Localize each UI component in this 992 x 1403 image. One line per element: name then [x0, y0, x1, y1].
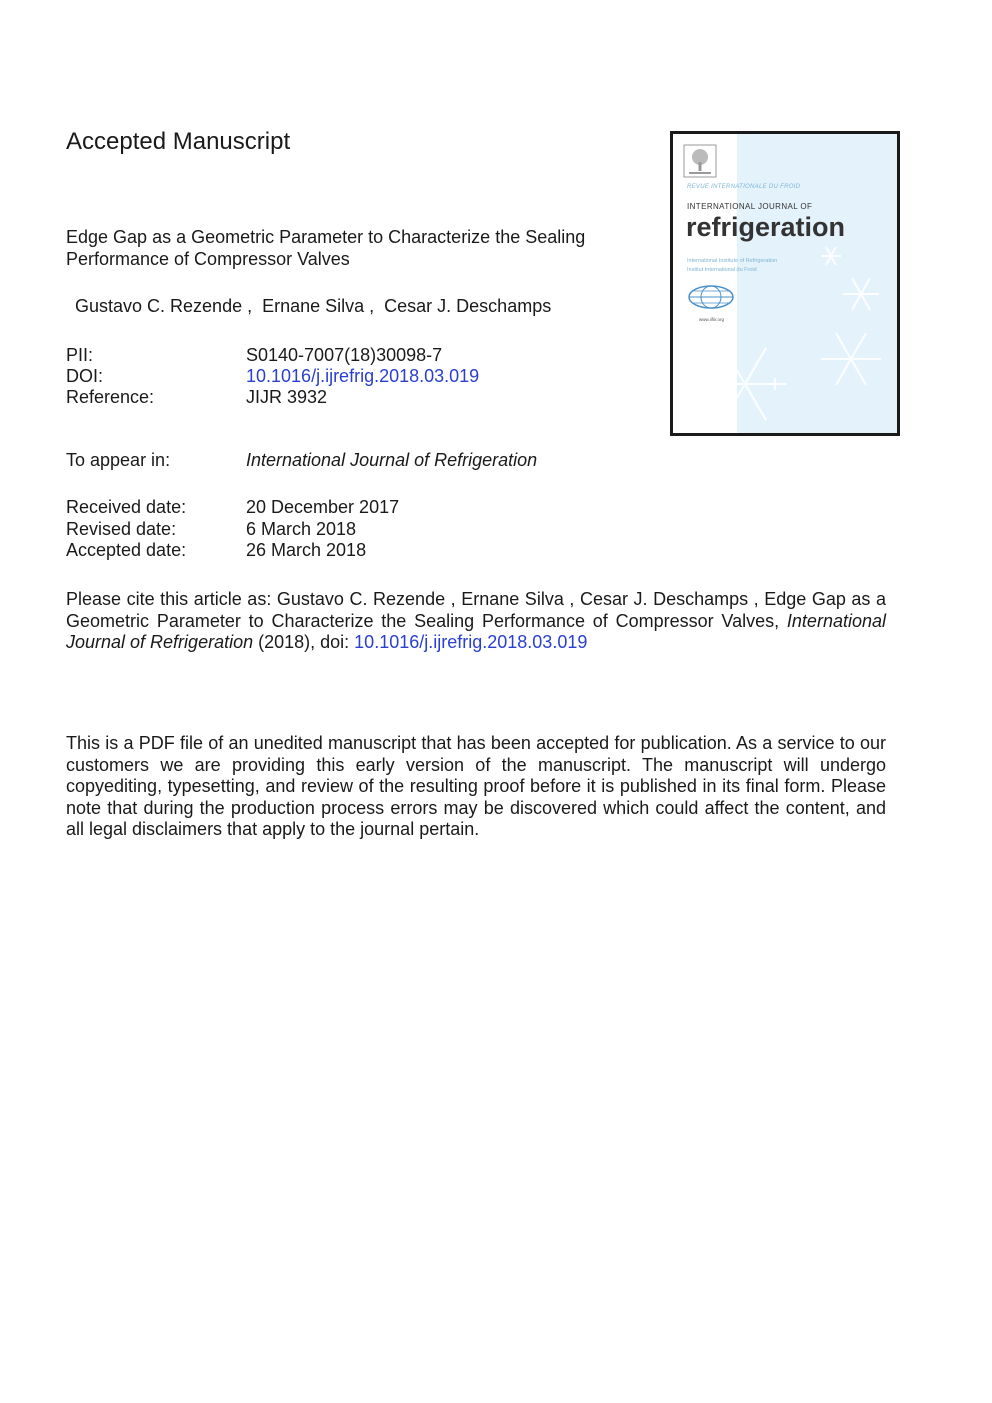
- revised-date: 6 March 2018: [246, 519, 357, 539]
- iif-logo: [687, 284, 735, 322]
- elsevier-tree-icon: [683, 144, 717, 178]
- revised-label: Revised date:: [66, 519, 177, 539]
- disclaimer-paragraph: This is a PDF file of an unedited manuscript that has been accepted for publication. As a service to our customers we are providing this early version of the manuscript. The manuscript will undergo copyediting, typesetting, and review of the resulting proof before it is published in its final form. Please note that during the production process errors may be discovered which could affect the content, and all legal disclaimers that apply to the journal pertain.: [66, 733, 886, 839]
- citation-paragraph: [66, 589, 886, 654]
- doi-label: DOI:: [66, 366, 104, 386]
- cover-journal-name: refrigeration: [686, 212, 846, 242]
- citation-doi-link[interactable]: 10.1016/j.ijrefrig.2018.03.019: [354, 632, 588, 652]
- pii-label: PII:: [66, 345, 94, 365]
- journal-cover-image: [670, 131, 900, 436]
- cover-site: www.iifiir.org: [699, 317, 725, 322]
- accepted-date: 26 March 2018: [246, 540, 367, 560]
- received-label: Received date:: [66, 497, 187, 517]
- cover-inst-fr: Institut International du Froid: [687, 267, 757, 273]
- cover-inst-en: International Institute of Refrigeration: [687, 258, 778, 264]
- globe-icon: [687, 284, 735, 312]
- accepted-label: Accepted date:: [66, 540, 187, 560]
- page-heading: Accepted Manuscript: [66, 128, 291, 155]
- received-date: 20 December 2017: [246, 497, 400, 517]
- reference-value: JIJR 3932: [246, 387, 328, 407]
- reference-label: Reference:: [66, 387, 155, 407]
- pii-value: S0140-7007(18)30098-7: [246, 345, 443, 365]
- article-authors: Gustavo C. Rezende , Ernane Silva , Cesar J. Deschamps: [70, 296, 552, 316]
- citation-year: (2018), doi:: [253, 632, 355, 652]
- appear-journal: International Journal of Refrigeration: [246, 450, 538, 470]
- cover-intl: INTERNATIONAL JOURNAL OF: [687, 202, 813, 211]
- cover-revue: REVUE INTERNATIONALE DU FROID: [687, 184, 801, 190]
- cover-institutes: [687, 257, 777, 275]
- appear-label: To appear in:: [66, 450, 171, 470]
- citation-journal: International Journal of Refrigeration: [66, 610, 886, 652]
- doi-link[interactable]: 10.1016/j.ijrefrig.2018.03.019: [246, 366, 480, 386]
- article-title: Edge Gap as a Geometric Parameter to Characterize the Sealing Performance of Compressor Valves: [66, 227, 586, 269]
- citation-text: Please cite this article as: Gustavo C. Rezende , Ernane Silva , Cesar J. Deschamps , Edge Gap as a Geometric Parameter to Characterize the Sealing Performance of Compressor Valves,: [66, 589, 886, 631]
